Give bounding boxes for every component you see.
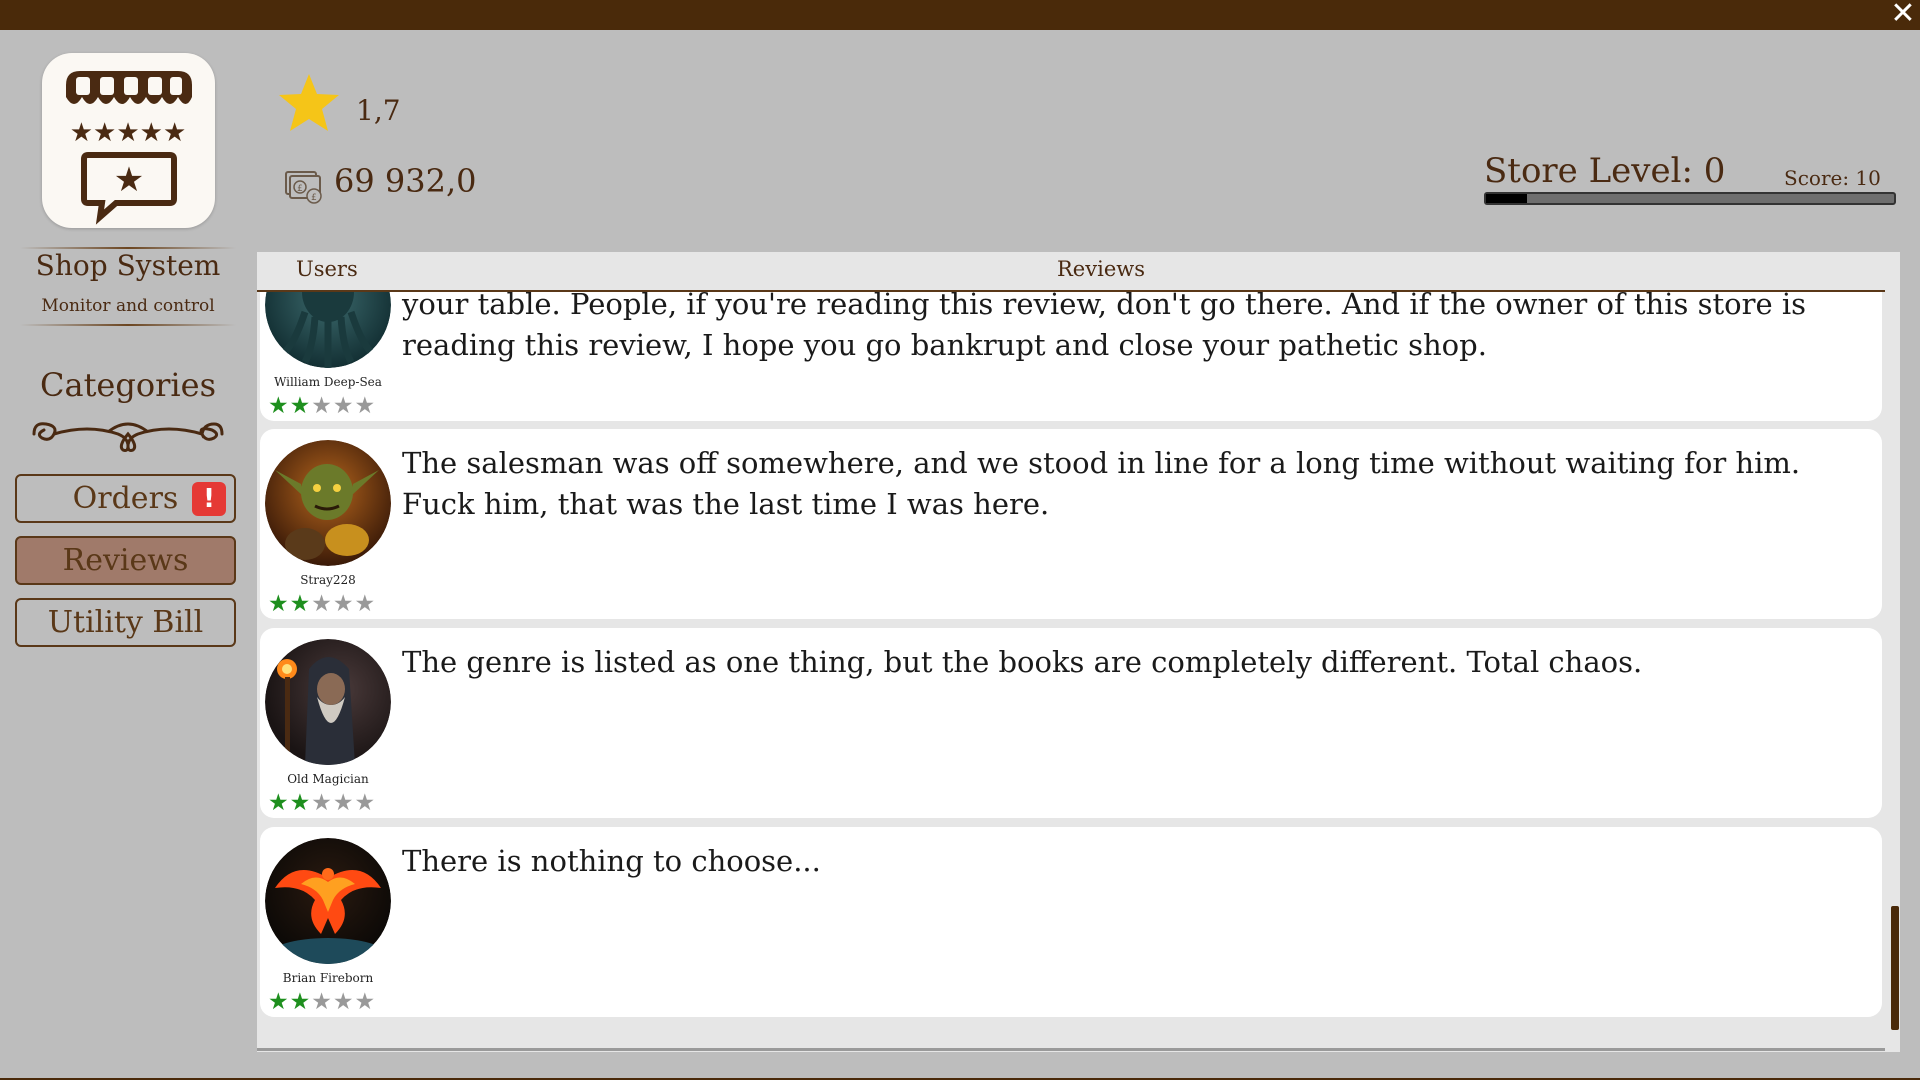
phoenix-avatar — [265, 838, 391, 964]
star-filled-icon: ★ — [289, 989, 312, 1015]
star-filled-icon: ★ — [268, 989, 290, 1015]
review-card — [260, 628, 1882, 818]
categories-title: Categories — [40, 366, 216, 404]
star-empty-icon: ★ — [311, 591, 333, 617]
nav-orders-button[interactable] — [15, 474, 236, 523]
svg-text:£: £ — [297, 184, 303, 194]
user-name: William Deep-Sea — [274, 375, 382, 389]
review-card — [260, 429, 1882, 619]
wizard-avatar — [265, 639, 391, 765]
star-filled-icon: ★ — [268, 790, 290, 816]
review-card — [260, 292, 1882, 421]
star-empty-icon: ★ — [311, 393, 333, 419]
money-balance: 69 932,0 — [334, 162, 477, 200]
avatar — [265, 838, 391, 964]
star-icon — [276, 70, 342, 136]
star-empty-icon: ★ — [354, 393, 377, 419]
reviews-scroll-area[interactable] — [257, 292, 1885, 1049]
store-level: Store Level: 0 — [1484, 151, 1726, 191]
close-icon[interactable]: ✕ — [1890, 0, 1916, 31]
nav-utility-bill-button[interactable] — [15, 598, 236, 647]
level-progress-bar — [1484, 192, 1896, 205]
banknote-icon — [284, 168, 324, 204]
avatar — [265, 440, 391, 566]
star-empty-icon: ★ — [354, 989, 377, 1015]
shop-system-logo — [42, 53, 215, 228]
sidebar-subtitle: Monitor and control — [41, 296, 215, 316]
avatar — [265, 639, 391, 765]
review-text: your table. People, if you're reading this review, don't go there. And if the owner of this store is reading this review, I hope you go bankrupt and close your pathetic shop. — [402, 292, 1806, 362]
star-empty-icon: ★ — [332, 393, 355, 419]
column-header-users: Users — [296, 257, 358, 281]
table-bottom-divider — [257, 1048, 1885, 1051]
sidebar-title: Shop System — [35, 249, 221, 282]
nav-reviews-label: Reviews — [62, 543, 189, 578]
alert-badge: ! — [192, 482, 226, 516]
review-card — [260, 827, 1882, 1017]
avatar — [265, 292, 391, 368]
goblin-avatar — [265, 440, 391, 566]
star-rating — [268, 592, 376, 616]
nav-utility-bill-label: Utility Bill — [47, 605, 204, 640]
ornament-flourish-icon — [28, 412, 228, 456]
svg-text:★: ★ — [113, 160, 145, 200]
star-empty-icon: ★ — [311, 790, 333, 816]
star-filled-icon: ★ — [268, 393, 290, 419]
shop-rating-icon — [42, 53, 215, 228]
user-name: Stray228 — [300, 573, 356, 587]
score-label: Score: 10 — [1784, 166, 1881, 190]
reviews-table — [257, 252, 1900, 1052]
title-bar — [0, 0, 1920, 30]
star-empty-icon: ★ — [332, 989, 355, 1015]
star-empty-icon: ★ — [332, 790, 355, 816]
level-progress-fill — [1486, 194, 1527, 203]
star-empty-icon: ★ — [332, 591, 355, 617]
svg-text:£: £ — [311, 193, 317, 203]
divider — [20, 324, 236, 326]
column-header-reviews: Reviews — [1057, 257, 1145, 281]
star-empty-icon: ★ — [311, 989, 333, 1015]
nav-reviews-button[interactable] — [15, 536, 236, 585]
svg-text:★★★★★: ★★★★★ — [69, 118, 187, 148]
star-rating — [268, 791, 376, 815]
kraken-avatar — [265, 292, 391, 368]
user-name: Old Magician — [287, 772, 369, 786]
user-name: Brian Fireborn — [282, 971, 374, 985]
star-filled-icon: ★ — [289, 591, 312, 617]
star-empty-icon: ★ — [354, 591, 377, 617]
review-text: There is nothing to choose... — [402, 844, 821, 878]
star-empty-icon: ★ — [354, 790, 377, 816]
star-filled-icon: ★ — [268, 591, 290, 617]
review-text: The salesman was off somewhere, and we stood in line for a long time without waiting for him. Fuck him, that was the last time I was here. — [402, 446, 1801, 521]
nav-orders-label: Orders — [72, 481, 179, 516]
star-filled-icon: ★ — [289, 790, 312, 816]
scrollbar-thumb[interactable] — [1891, 906, 1899, 1030]
star-rating — [268, 394, 376, 418]
review-text: The genre is listed as one thing, but the books are completely different. Total chaos. — [402, 645, 1643, 679]
star-filled-icon: ★ — [289, 393, 312, 419]
star-rating — [268, 990, 376, 1014]
store-rating: 1,7 — [356, 94, 401, 127]
